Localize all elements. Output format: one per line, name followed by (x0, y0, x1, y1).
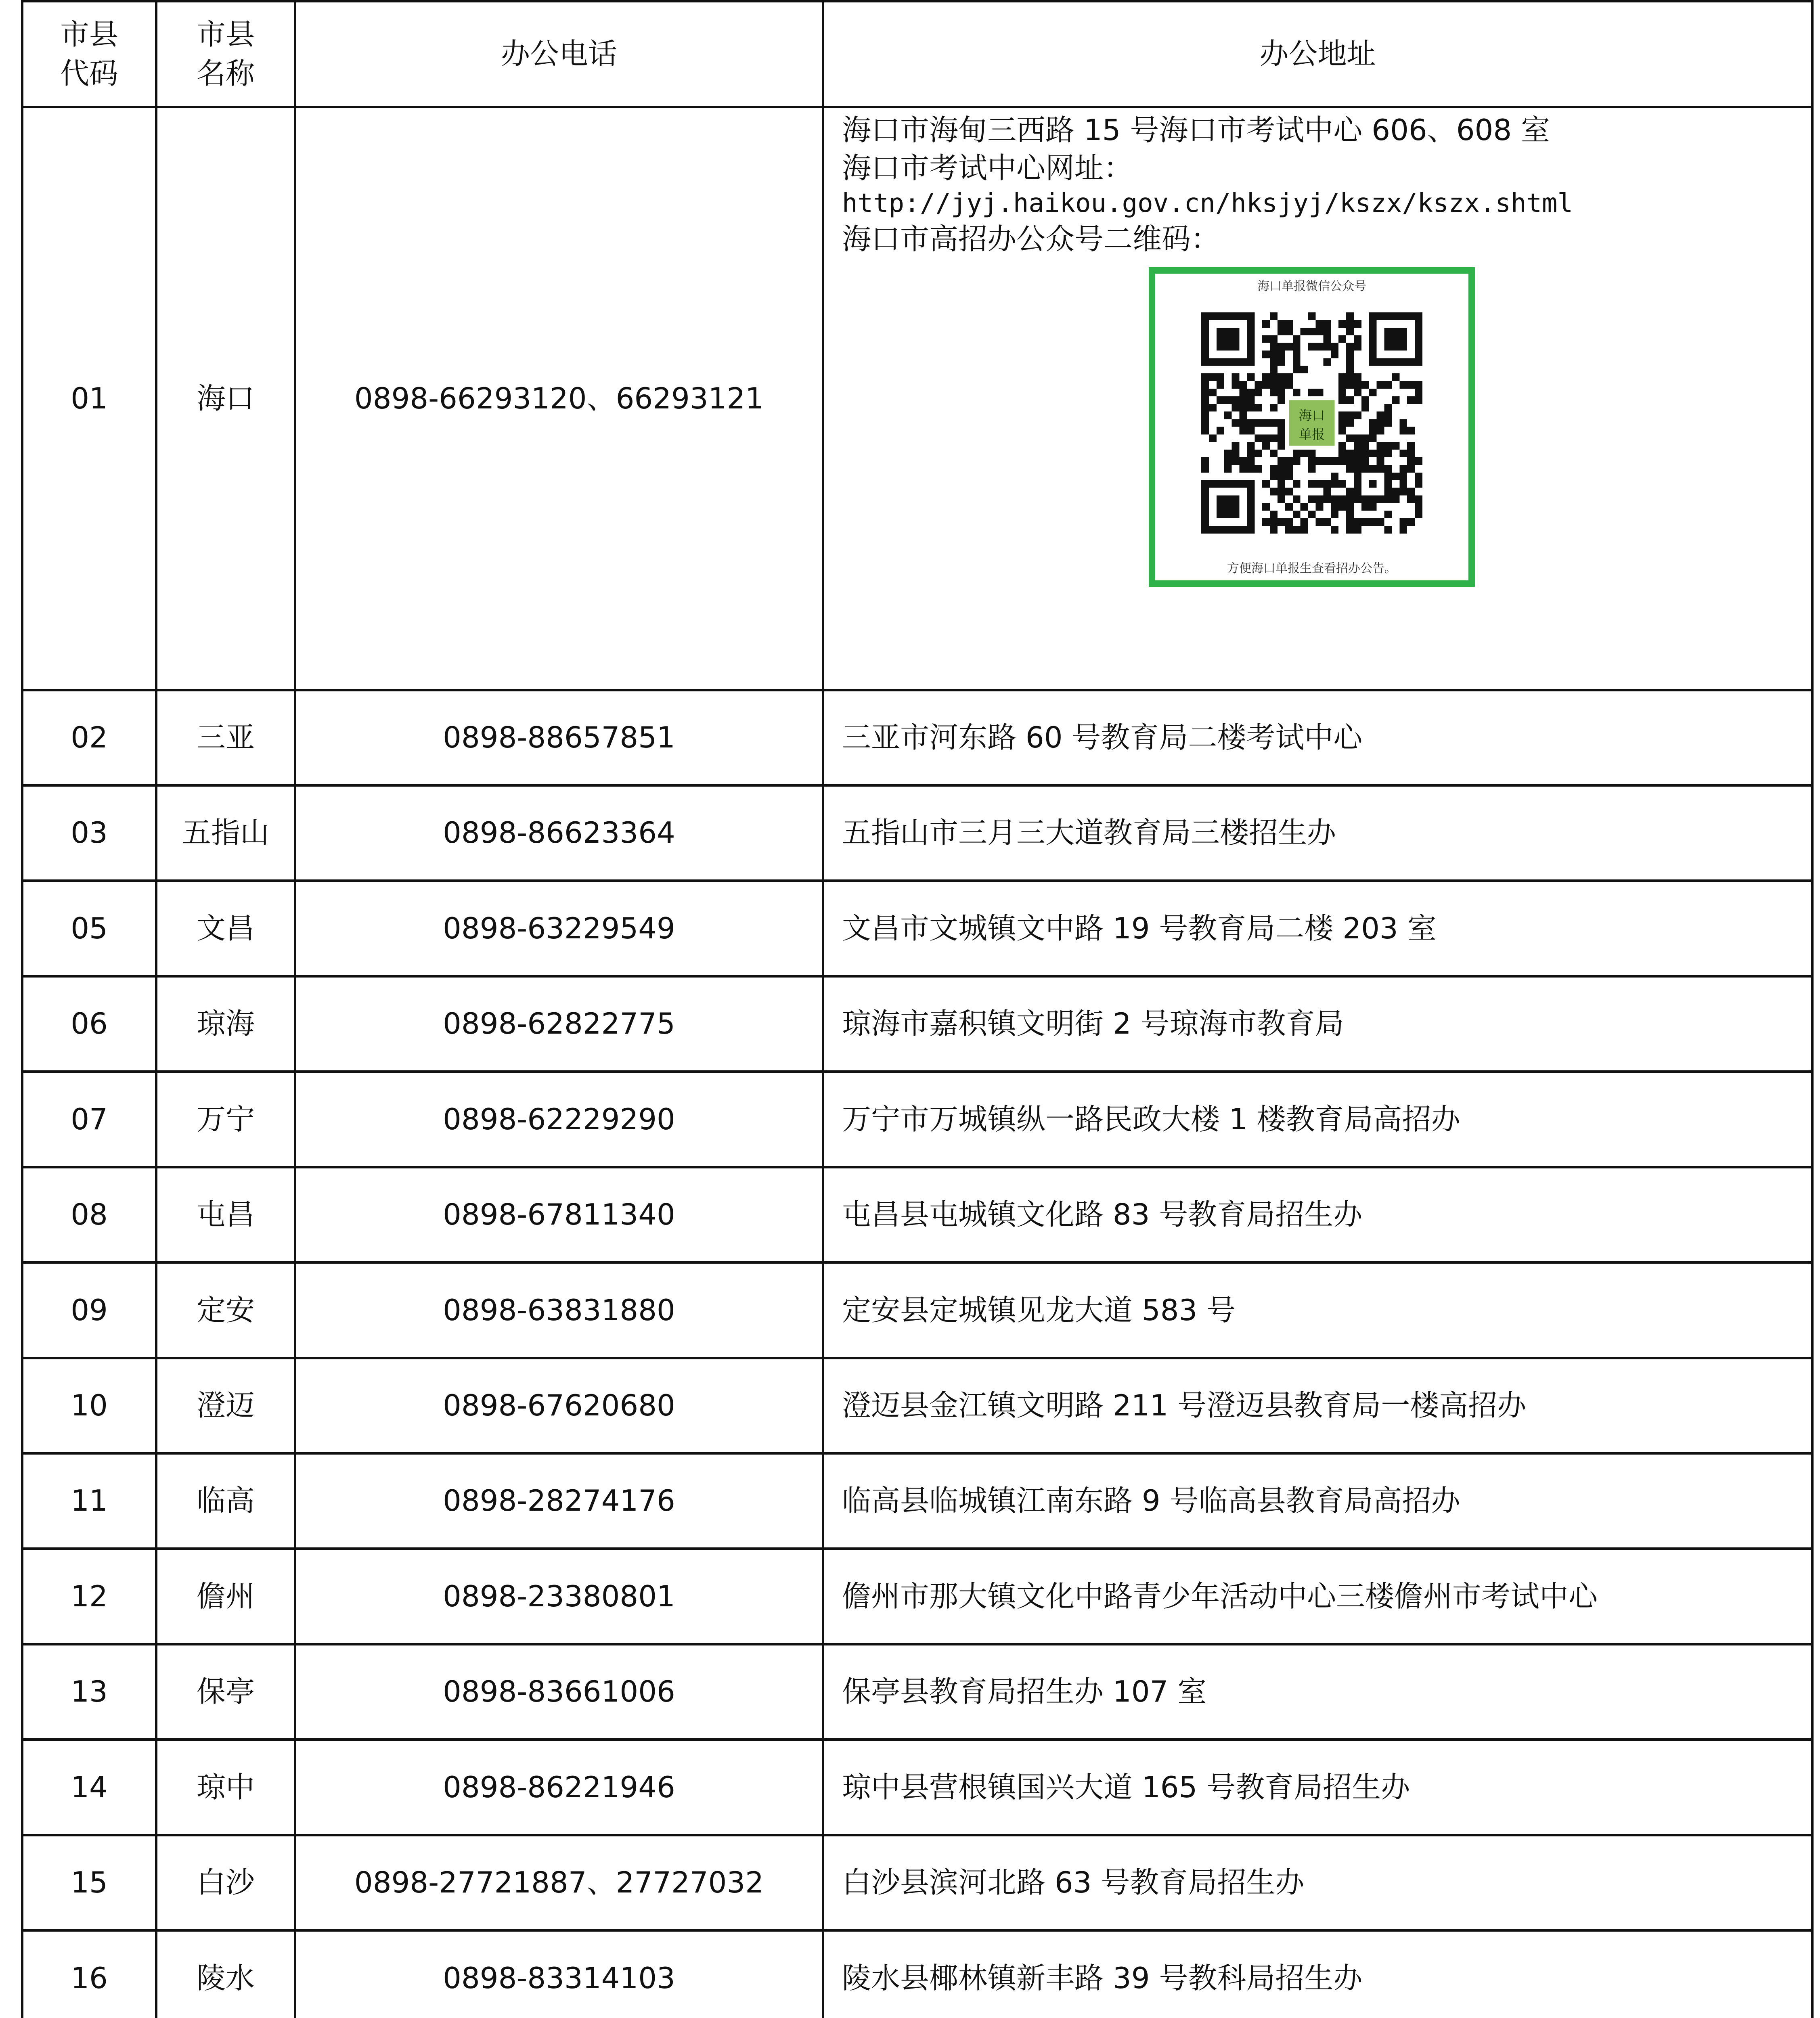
haikou-qr-label: 海口市高招办公众号二维码： (842, 222, 1220, 256)
header-name (156, 1, 295, 107)
table-row (22, 785, 1812, 881)
cell-code: 03 (22, 785, 156, 881)
table-row (22, 881, 1812, 976)
table-row (22, 1358, 1812, 1453)
cell-name: 屯昌 (156, 1167, 295, 1262)
cell-name: 文昌 (156, 881, 295, 976)
cell-phone: 0898-27721887、27727032 (295, 1835, 823, 1930)
qr-center-label-top: 海口 (1299, 408, 1325, 423)
cell-phone: 0898-62229290 (295, 1072, 823, 1167)
cell-phone: 0898-67620680 (295, 1358, 823, 1453)
cell-name: 三亚 (156, 690, 295, 785)
cell-name: 琼海 (156, 976, 295, 1072)
cell-phone: 0898-62822775 (295, 976, 823, 1072)
table-row (22, 1835, 1812, 1930)
cell-address: 澄迈县金江镇文明路 211 号澄迈县教育局一楼高招办 (823, 1358, 1812, 1453)
table-row (22, 1930, 1812, 2018)
cell-address: 保亭县教育局招生办 107 室 (823, 1644, 1812, 1740)
qr-center-label-bottom: 单报 (1299, 427, 1325, 442)
contact-table (21, 0, 1814, 2018)
cell-address: 临高县临城镇江南东路 9 号临高县教育局高招办 (823, 1453, 1812, 1549)
cell-phone: 0898-83661006 (295, 1644, 823, 1740)
haikou-website-label: 海口市考试中心网址： (842, 151, 1133, 185)
cell-phone: 0898-88657851 (295, 690, 823, 785)
cell-code: 05 (22, 881, 156, 976)
cell-code: 15 (22, 1835, 156, 1930)
qr-caption: 方便海口单报生查看招办公告。 (1227, 561, 1397, 576)
table-row (22, 976, 1812, 1072)
cell-name: 儋州 (156, 1549, 295, 1644)
table-row-haikou (22, 107, 1812, 690)
table-row (22, 1740, 1812, 1835)
cell-address: 三亚市河东路 60 号教育局二楼考试中心 (823, 690, 1812, 785)
cell-address: 万宁市万城镇纵一路民政大楼 1 楼教育局高招办 (823, 1072, 1812, 1167)
cell-name: 陵水 (156, 1930, 295, 2018)
cell-name: 万宁 (156, 1072, 295, 1167)
cell-address: 儋州市那大镇文化中路青少年活动中心三楼儋州市考试中心 (823, 1549, 1812, 1644)
qr-title: 海口单报微信公众号 (1257, 279, 1366, 293)
cell-name: 定安 (156, 1262, 295, 1358)
header-phone: 办公电话 (295, 1, 823, 107)
cell-code: 07 (22, 1072, 156, 1167)
cell-address: 屯昌县屯城镇文化路 83 号教育局招生办 (823, 1167, 1812, 1262)
cell-code: 09 (22, 1262, 156, 1358)
cell-name: 白沙 (156, 1835, 295, 1930)
cell-name: 海口 (156, 107, 295, 690)
cell-phone: 0898-83314103 (295, 1930, 823, 2018)
cell-phone: 0898-28274176 (295, 1453, 823, 1549)
header-code (22, 1, 156, 107)
cell-code: 08 (22, 1167, 156, 1262)
cell-address: 陵水县椰林镇新丰路 39 号教科局招生办 (823, 1930, 1812, 2018)
header-name-line1: 市县 (196, 17, 255, 51)
cell-name: 五指山 (156, 785, 295, 881)
table-row (22, 1549, 1812, 1644)
cell-name: 临高 (156, 1453, 295, 1549)
cell-code: 11 (22, 1453, 156, 1549)
cell-phone: 0898-63229549 (295, 881, 823, 976)
table-row (22, 1167, 1812, 1262)
cell-address: 文昌市文城镇文中路 19 号教育局二楼 203 室 (823, 881, 1812, 976)
header-row (22, 1, 1812, 107)
cell-phone: 0898-86221946 (295, 1740, 823, 1835)
cell-phone: 0898-63831880 (295, 1262, 823, 1358)
header-name-line2: 名称 (196, 57, 255, 90)
cell-code: 06 (22, 976, 156, 1072)
cell-address: 琼海市嘉积镇文明街 2 号琼海市教育局 (823, 976, 1812, 1072)
cell-code: 13 (22, 1644, 156, 1740)
cell-phone: 0898-86623364 (295, 785, 823, 881)
cell-phone: 0898-66293120、66293121 (295, 107, 823, 690)
qr-code-image (1149, 267, 1475, 587)
table-row (22, 1453, 1812, 1549)
header-code-line1: 市县 (60, 17, 118, 51)
cell-name: 琼中 (156, 1740, 295, 1835)
cell-code: 01 (22, 107, 156, 690)
header-code-line2: 代码 (60, 57, 118, 90)
cell-name: 澄迈 (156, 1358, 295, 1453)
cell-code: 16 (22, 1930, 156, 2018)
cell-address: 白沙县滨河北路 63 号教育局招生办 (823, 1835, 1812, 1930)
cell-code: 02 (22, 690, 156, 785)
cell-code: 12 (22, 1549, 156, 1644)
cell-address-haikou (823, 107, 1812, 690)
cell-address: 定安县定城镇见龙大道 583 号 (823, 1262, 1812, 1358)
haikou-address: 海口市海甸三西路 15 号海口市考试中心 606、608 室 (842, 113, 1550, 147)
header-address: 办公地址 (823, 1, 1812, 107)
table-row (22, 1262, 1812, 1358)
cell-address: 琼中县营根镇国兴大道 165 号教育局招生办 (823, 1740, 1812, 1835)
qr-code-icon (1201, 312, 1422, 534)
cell-name: 保亭 (156, 1644, 295, 1740)
cell-code: 14 (22, 1740, 156, 1835)
table-row (22, 1644, 1812, 1740)
cell-phone: 0898-23380801 (295, 1549, 823, 1644)
table-row (22, 1072, 1812, 1167)
cell-phone: 0898-67811340 (295, 1167, 823, 1262)
cell-code: 10 (22, 1358, 156, 1453)
haikou-website-url[interactable]: http://jyj.haikou.gov.cn/hksjyj/kszx/kszx.shtml (842, 188, 1573, 219)
table-row (22, 690, 1812, 785)
cell-address: 五指山市三月三大道教育局三楼招生办 (823, 785, 1812, 881)
